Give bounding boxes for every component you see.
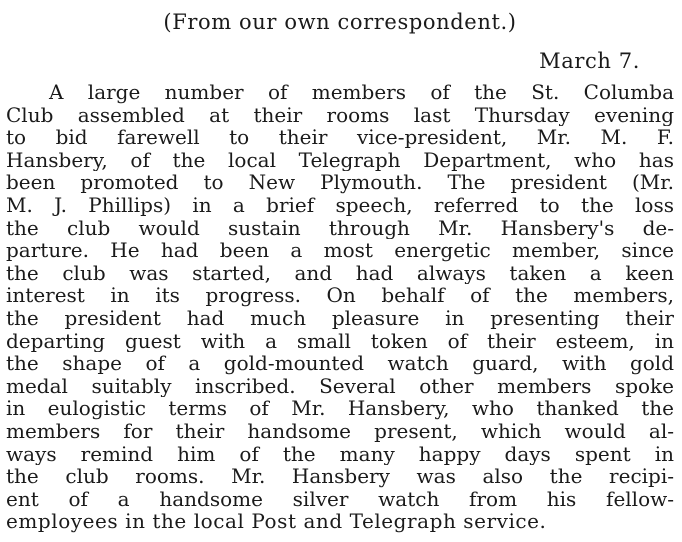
article-line: [6, 104, 674, 127]
article-line-text: M. J. Phillips) in a brief speech, referred to the loss: [6, 193, 674, 217]
article-line: [6, 284, 674, 307]
article-line-text: the club would sustain through Mr. Hansbery's de-: [6, 216, 674, 240]
article-line-text: parture. He had been a most energetic member, since: [6, 239, 674, 262]
article-line: [6, 262, 674, 285]
article-line: [6, 171, 674, 194]
article-line: [6, 510, 674, 533]
article-line-text: the president had much pleasure in presenting their: [6, 306, 674, 330]
article-line: [6, 420, 674, 443]
article-line: [6, 217, 674, 240]
article-line-text: the shape of a gold-mounted watch guard, with gold: [6, 352, 674, 375]
article-line-text: the club was started, and had always taken a keen: [6, 261, 674, 285]
article-line: [6, 375, 674, 398]
article-line-text: members for their handsome present, which would al-: [6, 419, 674, 443]
article-line-text: interest in its progress. On behalf of the members,: [6, 284, 674, 307]
article-line-text: to bid farewell to their vice-president, Mr. M. F.: [6, 126, 674, 149]
article-line: [6, 443, 674, 466]
news-article: [6, 0, 674, 542]
article-line-text: Hansbery, of the local Telegraph Department, who has: [6, 148, 674, 172]
article-line: [6, 330, 674, 353]
article-line: [6, 488, 674, 511]
article-line-text: ent of a handsome silver watch from his fellow-: [6, 487, 674, 511]
article-line-text: employees in the local Post and Telegraph service.: [6, 510, 547, 533]
article-line: [6, 465, 674, 488]
article-line: [6, 149, 674, 172]
article-body: [6, 81, 674, 533]
article-line-text: A large number of members of the St. Columba: [49, 81, 674, 104]
article-line-text: medal suitably inscribed. Several other members spoke: [6, 374, 674, 398]
article-line-text: ways remind him of the many happy days spent in: [6, 442, 674, 466]
article-heading: (From our own correspondent.): [163, 10, 517, 34]
article-line: [6, 307, 674, 330]
article-line-text: the club rooms. Mr. Hansbery was also the recipi-: [6, 465, 674, 488]
article-line-text: been promoted to New Plymouth. The president (Mr.: [6, 171, 674, 194]
article-line: [6, 397, 674, 420]
article-line: [6, 81, 674, 104]
article-line: [6, 126, 674, 149]
article-line: [6, 239, 674, 262]
article-line: [6, 194, 674, 217]
article-line-text: Club assembled at their rooms last Thursday evening: [6, 103, 674, 127]
article-line: [6, 352, 674, 375]
article-line-text: in eulogistic terms of Mr. Hansbery, who thanked the: [6, 397, 674, 420]
article-dateline: March 7.: [539, 49, 640, 73]
article-line-text: departing guest with a small token of their esteem, in: [6, 329, 674, 353]
